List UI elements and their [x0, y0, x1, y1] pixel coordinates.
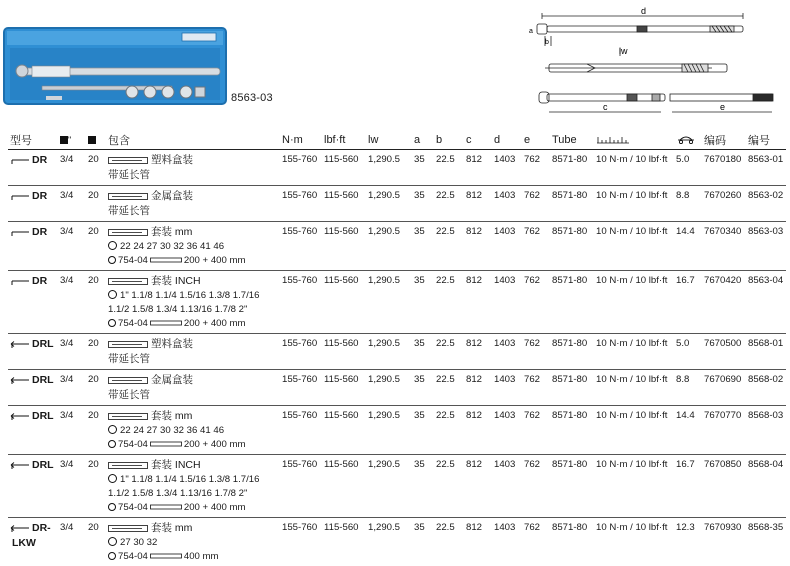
contents-line: 套装 mm — [151, 410, 192, 422]
lw-cell: 1,290.5 — [366, 271, 412, 334]
model-name: DR — [32, 275, 47, 287]
n-cell: 20 — [86, 406, 106, 455]
socket-icon — [108, 290, 117, 299]
contents-line: 塑料盒装 — [151, 154, 193, 166]
socket-sizes: 22 24 27 30 32 36 41 46 — [120, 241, 224, 252]
adapter-code: 754-04 — [118, 551, 148, 562]
a-cell: 35 — [412, 186, 434, 222]
nm-cell: 155-760 — [280, 455, 322, 518]
c-cell: 812 — [464, 334, 492, 370]
table-row — [8, 186, 786, 222]
extension-bar-icon — [150, 257, 182, 263]
double-wrench-icon — [10, 376, 30, 385]
contents-line: 金属盒装 — [151, 374, 193, 386]
d-cell: 1403 — [492, 271, 522, 334]
lbfft-cell: 115-560 — [322, 222, 366, 271]
b-cell: 22.5 — [434, 518, 464, 566]
case-icon — [108, 525, 148, 532]
contents-line: 带延长管 — [108, 205, 150, 217]
n-cell: 20 — [86, 518, 106, 566]
lbfft-cell: 115-560 — [322, 406, 366, 455]
table-row — [8, 222, 786, 271]
col-b: b — [434, 131, 464, 150]
number-cell: 8568-02 — [746, 370, 786, 406]
code-cell: 7670180 — [702, 150, 746, 186]
lw-cell: 1,290.5 — [366, 455, 412, 518]
a-cell: 35 — [412, 271, 434, 334]
nm-cell: 155-760 — [280, 370, 322, 406]
b-cell: 22.5 — [434, 186, 464, 222]
adapter-icon — [108, 440, 116, 448]
model-cell — [8, 150, 58, 186]
code-cell: 7670260 — [702, 186, 746, 222]
a-cell: 35 — [412, 406, 434, 455]
b-cell: 22.5 — [434, 222, 464, 271]
model-name: DRL — [32, 459, 54, 471]
lbfft-cell: 115-560 — [322, 334, 366, 370]
extension-length: 200 + 400 mm — [184, 502, 246, 513]
table-row — [8, 406, 786, 455]
d-cell: 1403 — [492, 334, 522, 370]
nm-cell: 155-760 — [280, 186, 322, 222]
contents-cell — [106, 186, 280, 222]
code-cell: 7670770 — [702, 406, 746, 455]
double-wrench-icon — [10, 461, 30, 470]
nm-cell: 155-760 — [280, 518, 322, 566]
weight-cell: 12.3 — [674, 518, 702, 566]
weight-cell: 14.4 — [674, 406, 702, 455]
adapter-code: 754-04 — [118, 439, 148, 450]
extension-length: 200 + 400 mm — [184, 255, 246, 266]
lbfft-cell: 115-560 — [322, 518, 366, 566]
socket-icon — [108, 537, 117, 546]
b-cell: 22.5 — [434, 406, 464, 455]
contents-cell — [106, 150, 280, 186]
resolution-cell: 10 N·m / 10 lbf·ft — [594, 518, 674, 566]
model-name: DR — [32, 190, 47, 202]
lw-cell: 1,290.5 — [366, 222, 412, 271]
d-cell: 1403 — [492, 186, 522, 222]
model-cell — [8, 271, 58, 334]
double-wrench-icon — [10, 524, 30, 533]
c-cell: 812 — [464, 370, 492, 406]
tube-cell: 8571-80 — [550, 186, 594, 222]
d-cell: 1403 — [492, 150, 522, 186]
c-cell: 812 — [464, 222, 492, 271]
table-row — [8, 334, 786, 370]
dim-label-c: c — [603, 102, 608, 112]
contents-line: 套装 mm — [151, 226, 192, 238]
socket-icon — [108, 241, 117, 250]
contents-line: 套装 mm — [151, 522, 192, 534]
b-cell: 22.5 — [434, 370, 464, 406]
table-row — [8, 370, 786, 406]
c-cell: 812 — [464, 271, 492, 334]
tube-cell: 8571-80 — [550, 271, 594, 334]
lbfft-cell: 115-560 — [322, 370, 366, 406]
tube-cell: 8571-80 — [550, 455, 594, 518]
model-name: DRL — [32, 374, 54, 386]
col-weight — [674, 131, 702, 150]
scale-icon — [596, 134, 630, 144]
dim-label-lw: lw — [619, 46, 628, 56]
drive-cell: 3/4 — [58, 222, 86, 271]
model-cell — [8, 222, 58, 271]
tube-cell: 8571-80 — [550, 222, 594, 271]
tube-cell: 8571-80 — [550, 518, 594, 566]
extension-bar-icon — [150, 553, 182, 559]
e-cell: 762 — [522, 222, 550, 271]
number-cell: 8568-35 — [746, 518, 786, 566]
contents-line: 塑料盒装 — [151, 338, 193, 350]
model-cell — [8, 370, 58, 406]
case-icon — [108, 341, 148, 348]
extension-length: 200 + 400 mm — [184, 318, 246, 329]
adapter-icon — [108, 256, 116, 264]
e-cell: 762 — [522, 271, 550, 334]
b-cell: 22.5 — [434, 271, 464, 334]
nm-cell: 155-760 — [280, 334, 322, 370]
socket-sizes: 1.1/2 1.5/8 1.3/4 1.13/16 1.7/8 2" — [108, 304, 247, 315]
a-cell: 35 — [412, 455, 434, 518]
weight-cell: 5.0 — [674, 334, 702, 370]
a-cell: 35 — [412, 150, 434, 186]
e-cell: 762 — [522, 150, 550, 186]
model-cell — [8, 334, 58, 370]
extension-length: 400 mm — [184, 551, 219, 562]
d-cell: 1403 — [492, 222, 522, 271]
number-cell: 8568-01 — [746, 334, 786, 370]
contents-line: 套装 INCH — [151, 275, 201, 287]
lw-cell: 1,290.5 — [366, 334, 412, 370]
n-cell: 20 — [86, 222, 106, 271]
case-icon — [108, 413, 148, 420]
adapter-code: 754-04 — [118, 255, 148, 266]
tube-cell: 8571-80 — [550, 406, 594, 455]
photo-code: 8563-03 — [231, 92, 273, 104]
contents-cell — [106, 455, 280, 518]
number-cell: 8568-03 — [746, 406, 786, 455]
wrench-icon — [10, 192, 30, 201]
drive-cell: 3/4 — [58, 334, 86, 370]
model-name: DR — [32, 226, 47, 238]
extension-bar-icon — [150, 441, 182, 447]
code-cell: 7670850 — [702, 455, 746, 518]
case-icon — [108, 377, 148, 384]
model-cell — [8, 455, 58, 518]
model-cell — [8, 186, 58, 222]
nm-cell: 155-760 — [280, 150, 322, 186]
e-cell: 762 — [522, 518, 550, 566]
c-cell: 812 — [464, 455, 492, 518]
resolution-cell: 10 N·m / 10 lbf·ft — [594, 370, 674, 406]
c-cell: 812 — [464, 406, 492, 455]
contents-cell — [106, 370, 280, 406]
code-cell: 7670340 — [702, 222, 746, 271]
contents-cell — [106, 222, 280, 271]
socket-sizes: 1" 1.1/8 1.1/4 1.5/16 1.3/8 1.7/16 — [120, 474, 259, 485]
contents-cell — [106, 518, 280, 566]
col-n — [86, 131, 106, 150]
weight-cell: 8.8 — [674, 370, 702, 406]
model-name: DR- — [32, 522, 51, 534]
drive-cell: 3/4 — [58, 518, 86, 566]
socket-icon — [108, 425, 117, 434]
contents-cell — [106, 406, 280, 455]
col-drive: " — [58, 131, 86, 150]
case-icon — [108, 157, 148, 164]
resolution-cell: 10 N·m / 10 lbf·ft — [594, 334, 674, 370]
case-icon — [108, 229, 148, 236]
drive-cell: 3/4 — [58, 406, 86, 455]
resolution-cell: 10 N·m / 10 lbf·ft — [594, 406, 674, 455]
double-wrench-icon — [10, 340, 30, 349]
wrench-icon — [10, 228, 30, 237]
table-header — [8, 131, 786, 150]
table-row — [8, 455, 786, 518]
c-cell: 812 — [464, 518, 492, 566]
col-nm: N·m — [280, 131, 322, 150]
number-cell: 8563-01 — [746, 150, 786, 186]
col-contents: 包含 — [106, 131, 280, 150]
e-cell: 762 — [522, 186, 550, 222]
dim-label-e: e — [720, 102, 725, 112]
lbfft-cell: 115-560 — [322, 186, 366, 222]
adapter-icon — [108, 319, 116, 327]
d-cell: 1403 — [492, 518, 522, 566]
product-photo — [2, 26, 228, 106]
resolution-cell: 10 N·m / 10 lbf·ft — [594, 150, 674, 186]
lbfft-cell: 115-560 — [322, 150, 366, 186]
d-cell: 1403 — [492, 406, 522, 455]
contents-line: 带延长管 — [108, 389, 150, 401]
weight-cell: 5.0 — [674, 150, 702, 186]
case-icon — [108, 278, 148, 285]
d-cell: 1403 — [492, 370, 522, 406]
lbfft-cell: 115-560 — [322, 455, 366, 518]
n-cell: 20 — [86, 455, 106, 518]
resolution-cell: 10 N·m / 10 lbf·ft — [594, 271, 674, 334]
weight-cell: 8.8 — [674, 186, 702, 222]
adapter-code: 754-04 — [118, 318, 148, 329]
col-c: c — [464, 131, 492, 150]
extension-length: 200 + 400 mm — [184, 439, 246, 450]
model-name: DR — [32, 154, 47, 166]
extension-bar-icon — [150, 320, 182, 326]
contents-line: 金属盒装 — [151, 190, 193, 202]
col-a: a — [412, 131, 434, 150]
e-cell: 762 — [522, 334, 550, 370]
wrench-icon — [10, 277, 30, 286]
b-cell: 22.5 — [434, 455, 464, 518]
nm-cell: 155-760 — [280, 222, 322, 271]
socket-sizes: 1.1/2 1.5/8 1.3/4 1.13/16 1.7/8 2" — [108, 488, 247, 499]
col-d: d — [492, 131, 522, 150]
col-tube: Tube — [550, 131, 594, 150]
number-cell: 8563-03 — [746, 222, 786, 271]
col-lw: lw — [366, 131, 412, 150]
e-cell: 762 — [522, 370, 550, 406]
case-icon — [108, 193, 148, 200]
col-number: 编号 — [746, 131, 786, 150]
resolution-cell: 10 N·m / 10 lbf·ft — [594, 222, 674, 271]
model-name-line2: LKW — [12, 537, 36, 549]
square-drive-icon — [60, 136, 68, 144]
col-e: e — [522, 131, 550, 150]
c-cell: 812 — [464, 186, 492, 222]
wrench-icon — [10, 156, 30, 165]
number-cell: 8568-04 — [746, 455, 786, 518]
a-cell: 35 — [412, 518, 434, 566]
lw-cell: 1,290.5 — [366, 186, 412, 222]
col-resolution — [594, 131, 674, 150]
a-cell: 35 — [412, 222, 434, 271]
d-cell: 1403 — [492, 455, 522, 518]
model-name: DRL — [32, 410, 54, 422]
model-cell — [8, 406, 58, 455]
weight-cell: 16.7 — [674, 271, 702, 334]
double-wrench-icon — [10, 412, 30, 421]
model-cell — [8, 518, 58, 566]
case-icon — [108, 462, 148, 469]
resolution-cell: 10 N·m / 10 lbf·ft — [594, 455, 674, 518]
nm-cell: 155-760 — [280, 406, 322, 455]
e-cell: 762 — [522, 406, 550, 455]
c-cell: 812 — [464, 150, 492, 186]
adapter-icon — [108, 503, 116, 511]
weight-cell: 16.7 — [674, 455, 702, 518]
n-cell: 20 — [86, 334, 106, 370]
col-model: 型号 — [8, 131, 58, 150]
dimension-diagram — [527, 6, 789, 118]
drive-cell: 3/4 — [58, 271, 86, 334]
square-icon — [88, 136, 96, 144]
table-row — [8, 518, 786, 566]
adapter-icon — [108, 552, 116, 560]
tube-cell: 8571-80 — [550, 370, 594, 406]
contents-line: 套装 INCH — [151, 459, 201, 471]
contents-line: 带延长管 — [108, 169, 150, 181]
lw-cell: 1,290.5 — [366, 518, 412, 566]
b-cell: 22.5 — [434, 334, 464, 370]
adapter-code: 754-04 — [118, 502, 148, 513]
n-cell: 20 — [86, 186, 106, 222]
a-cell: 35 — [412, 370, 434, 406]
socket-sizes: 22 24 27 30 32 36 41 46 — [120, 425, 224, 436]
weight-cell: 14.4 — [674, 222, 702, 271]
number-cell: 8563-02 — [746, 186, 786, 222]
contents-line: 带延长管 — [108, 353, 150, 365]
n-cell: 20 — [86, 150, 106, 186]
number-cell: 8563-04 — [746, 271, 786, 334]
lw-cell: 1,290.5 — [366, 406, 412, 455]
socket-icon — [108, 474, 117, 483]
code-cell: 7670420 — [702, 271, 746, 334]
resolution-cell: 10 N·m / 10 lbf·ft — [594, 186, 674, 222]
drive-cell: 3/4 — [58, 370, 86, 406]
nm-cell: 155-760 — [280, 271, 322, 334]
lbfft-cell: 115-560 — [322, 271, 366, 334]
n-cell: 20 — [86, 370, 106, 406]
code-cell: 7670690 — [702, 370, 746, 406]
n-cell: 20 — [86, 271, 106, 334]
drive-cell: 3/4 — [58, 455, 86, 518]
a-cell: 35 — [412, 334, 434, 370]
code-cell: 7670500 — [702, 334, 746, 370]
tube-cell: 8571-80 — [550, 334, 594, 370]
b-cell: 22.5 — [434, 150, 464, 186]
e-cell: 762 — [522, 455, 550, 518]
table-row — [8, 150, 786, 186]
spec-table — [8, 131, 786, 566]
drive-cell: 3/4 — [58, 186, 86, 222]
tube-cell: 8571-80 — [550, 150, 594, 186]
dim-label-d: d — [641, 6, 646, 16]
model-name: DRL — [32, 338, 54, 350]
contents-cell — [106, 271, 280, 334]
socket-sizes: 27 30 32 — [120, 537, 157, 548]
code-cell: 7670930 — [702, 518, 746, 566]
weight-icon — [676, 134, 696, 144]
col-lbfft: lbf·ft — [322, 131, 366, 150]
col-code: 编码 — [702, 131, 746, 150]
drive-cell: 3/4 — [58, 150, 86, 186]
lw-cell: 1,290.5 — [366, 370, 412, 406]
contents-cell — [106, 334, 280, 370]
dim-label-b: b — [545, 39, 549, 46]
extension-bar-icon — [150, 504, 182, 510]
dim-label-a: a — [529, 28, 533, 35]
table-row — [8, 271, 786, 334]
lw-cell: 1,290.5 — [366, 150, 412, 186]
socket-sizes: 1" 1.1/8 1.1/4 1.5/16 1.3/8 1.7/16 — [120, 290, 259, 301]
